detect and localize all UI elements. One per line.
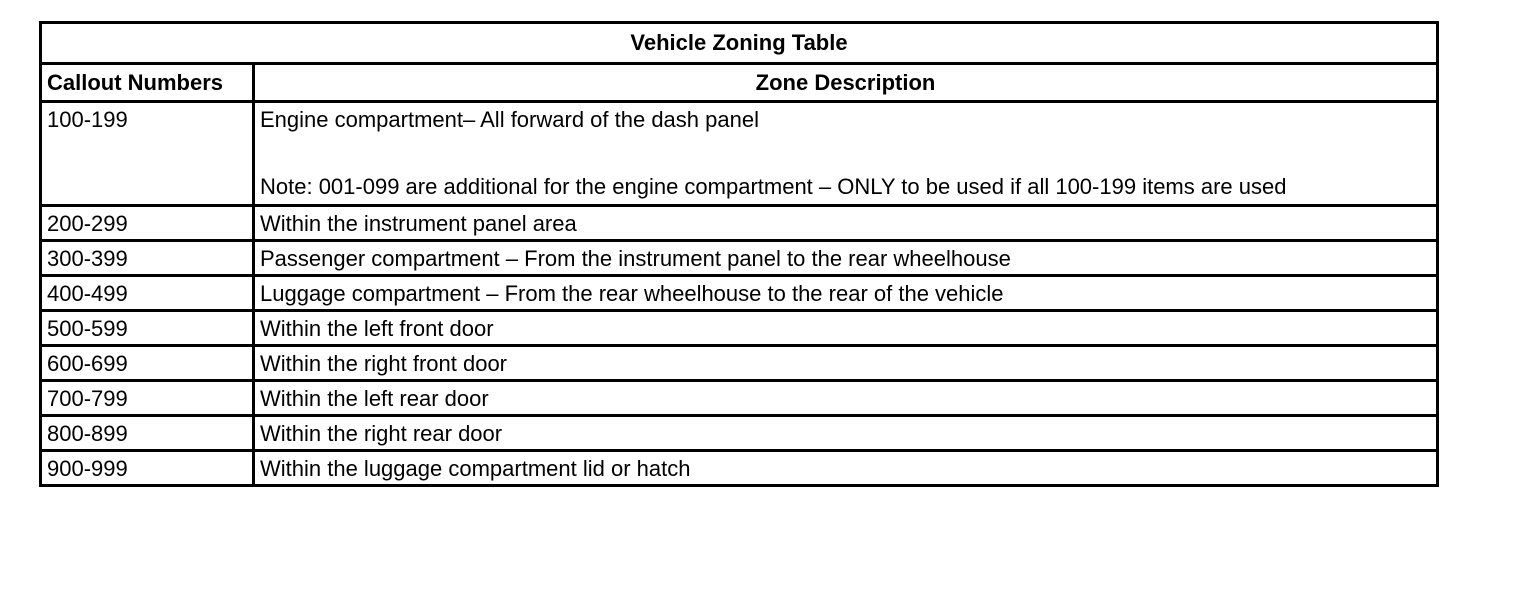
table-row <box>41 311 1438 346</box>
callout-range: 900-999 <box>41 451 254 486</box>
callout-range: 600-699 <box>41 346 254 381</box>
zone-description <box>254 102 1438 206</box>
zone-description: Within the luggage compartment lid or hatch <box>254 451 1438 486</box>
zone-description: Passenger compartment – From the instrument panel to the rear wheelhouse <box>254 241 1438 276</box>
callout-range: 300-399 <box>41 241 254 276</box>
table-row <box>41 416 1438 451</box>
callout-range: 400-499 <box>41 276 254 311</box>
callout-range: 800-899 <box>41 416 254 451</box>
table-row <box>41 451 1438 486</box>
header-callout-numbers: Callout Numbers <box>41 64 254 102</box>
table-row <box>41 102 1438 206</box>
zone-description: Within the instrument panel area <box>254 206 1438 241</box>
header-zone-description: Zone Description <box>254 64 1438 102</box>
callout-range: 100-199 <box>41 102 254 206</box>
zone-description-text: Engine compartment– All forward of the dash panel <box>260 107 759 132</box>
zone-description: Within the left front door <box>254 311 1438 346</box>
zone-description: Within the left rear door <box>254 381 1438 416</box>
table-row <box>41 381 1438 416</box>
callout-range: 200-299 <box>41 206 254 241</box>
callout-range: 500-599 <box>41 311 254 346</box>
zone-note: Note: 001-099 are additional for the engine compartment – ONLY to be used if all 100-199 items are used <box>260 174 1287 199</box>
table-row <box>41 241 1438 276</box>
table-row <box>41 276 1438 311</box>
table-row <box>41 206 1438 241</box>
table-title: Vehicle Zoning Table <box>41 23 1438 64</box>
table-header-row <box>41 64 1438 102</box>
table-title-row <box>41 23 1438 64</box>
zone-description: Luggage compartment – From the rear wheelhouse to the rear of the vehicle <box>254 276 1438 311</box>
table-row <box>41 346 1438 381</box>
zone-description: Within the right rear door <box>254 416 1438 451</box>
vehicle-zoning-table <box>39 21 1439 487</box>
zone-description: Within the right front door <box>254 346 1438 381</box>
callout-range: 700-799 <box>41 381 254 416</box>
